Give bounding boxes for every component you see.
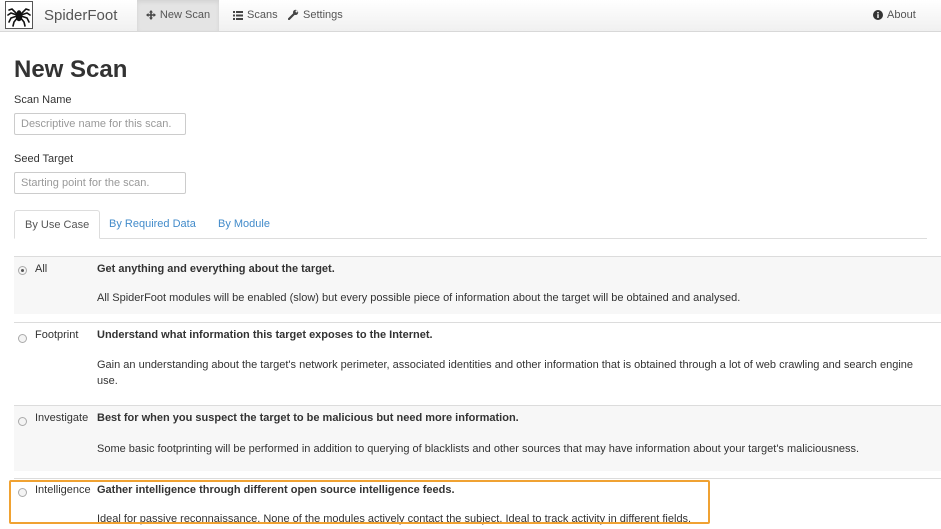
nav-new-scan[interactable] <box>137 0 219 31</box>
tab-by-module[interactable]: By Module <box>218 218 270 230</box>
nav-settings[interactable] <box>288 0 343 31</box>
move-icon <box>146 10 156 20</box>
use-case-heading: Get anything and everything about the target. <box>97 263 335 275</box>
info-icon <box>873 10 883 20</box>
use-case-heading: Gather intelligence through different open source intelligence feeds. <box>97 484 455 496</box>
navbar <box>0 0 941 32</box>
seed-target-label: Seed Target <box>14 153 74 165</box>
use-case-heading: Best for when you suspect the target to be malicious but need more information. <box>97 412 519 424</box>
use-case-description: All SpiderFoot modules will be enabled (slow) but every possible piece of information about the target will be obtained and analysed. <box>97 292 741 304</box>
use-case-name: Footprint <box>35 329 79 341</box>
nav-settings-label: Settings <box>303 9 343 21</box>
use-case-description: Gain an understanding about the target's network perimeter, associated identities and other information that is obtained through a lot of web crawling and search engine use. <box>97 359 913 387</box>
brand-title[interactable]: SpiderFoot <box>44 7 118 24</box>
use-case-name: All <box>35 263 48 275</box>
spider-logo-icon[interactable] <box>5 1 33 29</box>
nav-about-label: About <box>887 9 916 21</box>
use-case-name: Intelligence <box>35 484 91 496</box>
use-case-row-footprint <box>14 322 941 404</box>
nav-about[interactable] <box>873 0 916 31</box>
scan-name-input[interactable] <box>14 113 186 135</box>
use-case-name: Investigate <box>35 412 89 424</box>
nav-scans-label: Scans <box>247 9 278 21</box>
radio-footprint[interactable] <box>18 334 27 343</box>
seed-target-input[interactable] <box>14 172 186 194</box>
radio-investigate[interactable] <box>18 417 27 426</box>
radio-all[interactable] <box>18 266 27 275</box>
use-case-description: Ideal for passive reconnaissance. None of the modules actively contact the subject. Ideal to track activity in different fields. <box>97 513 692 525</box>
wrench-icon <box>288 9 299 20</box>
use-case-row-all <box>14 256 941 314</box>
use-case-description: Some basic footprinting will be performed in addition to querying of blacklists and other sources that may have information about your target's maliciousness. <box>97 443 860 455</box>
nav-new-scan-label: New Scan <box>159 9 211 21</box>
tab-by-required-data[interactable]: By Required Data <box>109 218 196 230</box>
nav-scans[interactable] <box>233 0 278 31</box>
tab-by-use-case[interactable]: By Use Case <box>14 210 100 239</box>
list-icon <box>233 11 243 20</box>
use-case-heading: Understand what information this target exposes to the Internet. <box>97 329 433 341</box>
page-title: New Scan <box>14 56 128 83</box>
use-case-row-investigate <box>14 405 941 471</box>
scan-name-label: Scan Name <box>14 94 72 106</box>
highlight-box <box>9 480 710 524</box>
